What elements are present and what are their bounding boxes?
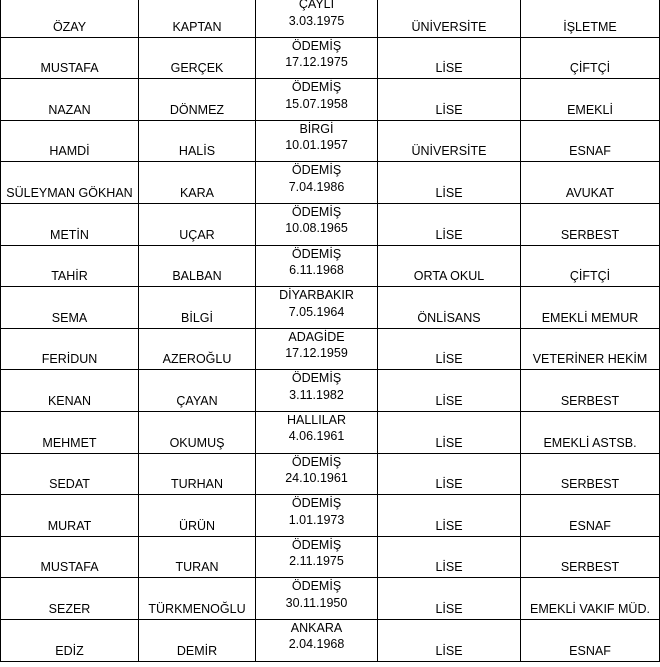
education-cell[interactable]: ORTA OKUL (378, 245, 521, 287)
name-cell[interactable]: EDİZ (1, 619, 139, 661)
education-cell[interactable]: LİSE (378, 370, 521, 412)
education-cell[interactable]: LİSE (378, 37, 521, 79)
occupation-cell[interactable]: SERBEST (521, 203, 660, 245)
birthplace-text: ÖDEMİŞ (291, 537, 342, 552)
surname-cell[interactable]: ÜRÜN (139, 495, 256, 537)
surname-cell[interactable]: KAPTAN (139, 0, 256, 37)
occupation-cell[interactable]: VETERİNER HEKİM (521, 328, 660, 370)
occupation-cell[interactable]: ÇİFTÇİ (521, 245, 660, 287)
birth-cell[interactable] (256, 411, 378, 453)
surname-cell[interactable]: DEMİR (139, 619, 256, 661)
table-row (1, 162, 660, 204)
table-row (1, 453, 660, 495)
education-cell[interactable]: LİSE (378, 536, 521, 578)
birthplace-text: DİYARBAKIR (279, 288, 354, 303)
name-cell[interactable]: KENAN (1, 370, 139, 412)
birthplace-text: ÖDEMİŞ (291, 246, 342, 261)
occupation-cell[interactable]: ESNAF (521, 120, 660, 162)
occupation-cell[interactable]: SERBEST (521, 536, 660, 578)
birthplace-text: BİRGİ (299, 121, 334, 136)
surname-cell[interactable]: BİLGİ (139, 287, 256, 329)
birth-cell[interactable] (256, 619, 378, 661)
birth-cell[interactable] (256, 536, 378, 578)
surname-cell[interactable]: TURAN (139, 536, 256, 578)
surname-cell[interactable]: AZEROĞLU (139, 328, 256, 370)
education-cell[interactable]: ÜNİVERSİTE (378, 120, 521, 162)
birthdate-text: 15.07.1958 (285, 96, 348, 111)
surname-cell[interactable]: KARA (139, 162, 256, 204)
birth-cell[interactable] (256, 495, 378, 537)
birthdate-text: 24.10.1961 (285, 471, 348, 486)
surname-cell[interactable]: TÜRKMENOĞLU (139, 578, 256, 620)
birth-cell[interactable] (256, 370, 378, 412)
table-row (1, 287, 660, 329)
surname-cell[interactable]: DÖNMEZ (139, 79, 256, 121)
birthplace-text: ANKARA (290, 620, 343, 635)
birth-cell[interactable] (256, 120, 378, 162)
occupation-cell[interactable]: AVUKAT (521, 162, 660, 204)
birthplace-text: HALLILAR (286, 412, 347, 427)
education-cell[interactable]: LİSE (378, 328, 521, 370)
birthdate-text: 7.04.1986 (288, 179, 345, 194)
birth-cell[interactable] (256, 79, 378, 121)
birthplace-text: ÖDEMİŞ (291, 163, 342, 178)
birthplace-text: ÇAYLI (298, 0, 335, 11)
occupation-cell[interactable]: EMEKLİ (521, 79, 660, 121)
occupation-cell[interactable]: ESNAF (521, 495, 660, 537)
name-cell[interactable]: SEMA (1, 287, 139, 329)
occupation-cell[interactable]: SERBEST (521, 370, 660, 412)
table-row (1, 245, 660, 287)
birthdate-text: 17.12.1959 (285, 346, 348, 361)
occupation-cell[interactable]: İŞLETME (521, 0, 660, 37)
surname-cell[interactable]: BALBAN (139, 245, 256, 287)
surname-cell[interactable]: GERÇEK (139, 37, 256, 79)
birth-cell[interactable] (256, 287, 378, 329)
birth-cell[interactable] (256, 245, 378, 287)
education-cell[interactable]: LİSE (378, 162, 521, 204)
table-row (1, 370, 660, 412)
birthplace-text: ÖDEMİŞ (291, 454, 342, 469)
table-body (1, 0, 660, 661)
birth-cell[interactable] (256, 162, 378, 204)
name-cell[interactable]: MEHMET (1, 411, 139, 453)
birthplace-text: ÖDEMİŞ (291, 38, 342, 53)
birthdate-text: 10.01.1957 (285, 138, 348, 153)
birthdate-text: 6.11.1968 (289, 263, 344, 278)
birthplace-text: ÖDEMİŞ (291, 579, 342, 594)
birthdate-text: 10.08.1965 (285, 221, 348, 236)
education-cell[interactable]: ÜNİVERSİTE (378, 0, 521, 37)
birthdate-text: 7.05.1964 (288, 304, 345, 319)
name-cell[interactable]: SEZER (1, 578, 139, 620)
birth-cell[interactable] (256, 453, 378, 495)
occupation-cell[interactable]: EMEKLİ ASTSB. (521, 411, 660, 453)
occupation-cell[interactable]: EMEKLİ MEMUR (521, 287, 660, 329)
birth-cell[interactable] (256, 328, 378, 370)
birthdate-text: 2.04.1968 (288, 637, 345, 652)
birth-cell[interactable] (256, 203, 378, 245)
birthplace-text: ADAGİDE (288, 329, 345, 344)
birthdate-text: 30.11.1950 (285, 595, 348, 610)
table-row (1, 411, 660, 453)
birth-cell[interactable] (256, 578, 378, 620)
education-cell[interactable]: ÖNLİSANS (378, 287, 521, 329)
birthplace-text: ÖDEMİŞ (291, 204, 342, 219)
birthdate-text: 3.11.1982 (289, 387, 344, 402)
surname-cell[interactable]: ÇAYAN (139, 370, 256, 412)
birthdate-text: 4.06.1961 (288, 429, 345, 444)
occupation-cell[interactable]: SERBEST (521, 453, 660, 495)
occupation-cell[interactable]: EMEKLİ VAKIF MÜD. (521, 578, 660, 620)
education-cell[interactable]: LİSE (378, 453, 521, 495)
occupation-cell[interactable]: ÇİFTÇİ (521, 37, 660, 79)
education-cell[interactable]: LİSE (378, 203, 521, 245)
table-row (1, 619, 660, 661)
birthplace-text: ÖDEMİŞ (291, 496, 342, 511)
table-row (1, 37, 660, 79)
name-cell[interactable]: MURAT (1, 495, 139, 537)
birthplace-text: ÖDEMİŞ (291, 371, 342, 386)
name-cell[interactable]: HAMDİ (1, 120, 139, 162)
name-cell[interactable]: SÜLEYMAN GÖKHAN (1, 162, 139, 204)
birthplace-text: ÖDEMİŞ (291, 80, 342, 95)
name-cell[interactable]: MUSTAFA (1, 536, 139, 578)
birthdate-text: 3.03.1975 (288, 13, 345, 28)
education-cell[interactable]: LİSE (378, 578, 521, 620)
birth-cell[interactable] (256, 37, 378, 79)
birthdate-text: 17.12.1975 (285, 55, 348, 70)
name-cell[interactable]: NAZAN (1, 79, 139, 121)
education-cell[interactable]: LİSE (378, 495, 521, 537)
surname-cell[interactable]: UÇAR (139, 203, 256, 245)
birthdate-text: 2.11.1975 (289, 554, 344, 569)
table-row (1, 578, 660, 620)
name-cell[interactable]: TAHİR (1, 245, 139, 287)
birthdate-text: 1.01.1973 (288, 512, 345, 527)
name-cell[interactable]: ÖZAY (1, 0, 139, 37)
table-row (1, 203, 660, 245)
name-cell[interactable]: FERİDUN (1, 328, 139, 370)
surname-cell[interactable]: HALİS (139, 120, 256, 162)
name-cell[interactable]: MUSTAFA (1, 37, 139, 79)
table-row (1, 79, 660, 121)
surname-cell[interactable]: TURHAN (139, 453, 256, 495)
occupation-cell[interactable]: ESNAF (521, 619, 660, 661)
table-row (1, 0, 660, 37)
name-cell[interactable]: METİN (1, 203, 139, 245)
education-cell[interactable]: LİSE (378, 619, 521, 661)
table-row (1, 328, 660, 370)
table-row (1, 120, 660, 162)
education-cell[interactable]: LİSE (378, 79, 521, 121)
table-row (1, 495, 660, 537)
table-row (1, 536, 660, 578)
name-cell[interactable]: SEDAT (1, 453, 139, 495)
surname-cell[interactable]: OKUMUŞ (139, 411, 256, 453)
education-cell[interactable]: LİSE (378, 411, 521, 453)
birth-cell[interactable] (256, 0, 378, 37)
